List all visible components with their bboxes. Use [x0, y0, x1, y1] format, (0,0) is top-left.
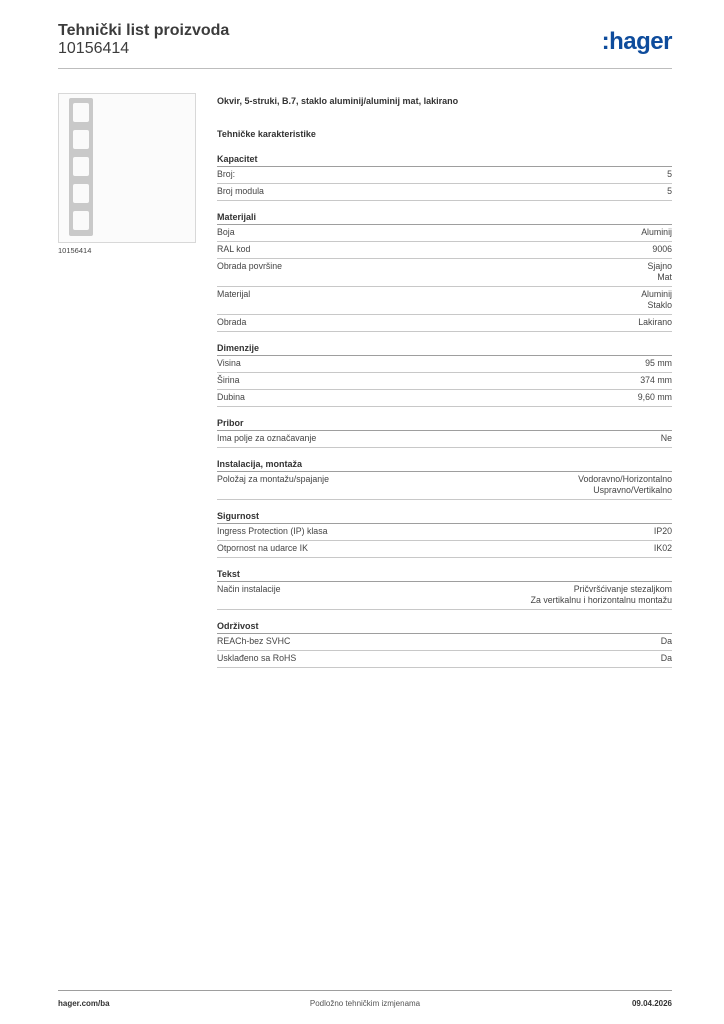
spec-value-line: Sjajno — [647, 261, 672, 271]
spec-label: Boja — [217, 227, 235, 237]
spec-label: Dubina — [217, 392, 245, 402]
section-title: Tekst — [217, 569, 672, 582]
spec-label: REACh-bez SVHC — [217, 636, 291, 646]
spec-value-line: Lakirano — [638, 317, 672, 327]
spec-value — [652, 244, 672, 255]
spec-value-line: Aluminij — [641, 289, 672, 299]
spec-row — [217, 431, 672, 448]
section-title: Kapacitet — [217, 154, 672, 167]
spec-label: Ima polje za označavanje — [217, 433, 317, 443]
image-caption-code: 10156414 — [58, 246, 92, 255]
spec-row — [217, 541, 672, 558]
spec-row — [217, 356, 672, 373]
section-title: Održivost — [217, 621, 672, 634]
section-title: Instalacija, montaža — [217, 459, 672, 472]
footer-website[interactable]: hager.com/ba — [58, 999, 110, 1008]
spec-section — [217, 212, 672, 332]
spec-value-line: Vodoravno/Horizontalno — [578, 474, 672, 484]
footer-date: 09.04.2026 — [631, 999, 672, 1008]
spec-value-line: Aluminij — [641, 227, 672, 237]
spec-value-line: Da — [660, 636, 672, 646]
spec-row — [217, 287, 672, 315]
spec-label: Ingress Protection (IP) klasa — [217, 526, 328, 536]
spec-value-line: 374 mm — [640, 375, 672, 385]
section-title: Dimenzije — [217, 343, 672, 356]
spec-value — [638, 392, 672, 403]
spec-value-line: Ne — [660, 433, 672, 443]
spec-row — [217, 225, 672, 242]
logo-text: hager — [609, 28, 672, 55]
spec-value-line: Staklo — [647, 300, 672, 310]
frame-slot — [73, 130, 89, 149]
spec-value — [645, 358, 672, 369]
spec-label: RAL kod — [217, 244, 251, 254]
spec-value — [667, 169, 672, 180]
spec-section — [217, 418, 672, 448]
spec-value-line: Pričvršćivanje stezaljkom — [573, 584, 672, 594]
spec-row — [217, 315, 672, 332]
spec-value-line: IK02 — [653, 543, 672, 553]
spec-value — [667, 186, 672, 197]
spec-label: Otpornost na udarce IK — [217, 543, 308, 553]
spec-value — [578, 474, 672, 496]
hager-logo — [602, 28, 672, 56]
spec-label: Način instalacije — [217, 584, 281, 594]
spec-value-line: 5 — [667, 186, 672, 196]
tech-characteristics-heading: Tehničke karakteristike — [217, 129, 316, 139]
spec-section — [217, 569, 672, 610]
section-title: Pribor — [217, 418, 672, 431]
spec-label: Širina — [217, 375, 240, 385]
document-title: Tehnički list proizvoda — [58, 22, 230, 39]
spec-value-line: Uspravno/Vertikalno — [593, 485, 672, 495]
spec-section — [217, 511, 672, 558]
frame-slot — [73, 184, 89, 203]
section-title: Materijali — [217, 212, 672, 225]
page-footer — [58, 990, 672, 1008]
logo-dot: : — [601, 28, 610, 55]
spec-label: Materijal — [217, 289, 251, 299]
spec-value-line: Za vertikalnu i horizontalnu montažu — [530, 595, 672, 605]
spec-value-line: 95 mm — [645, 358, 672, 368]
spec-value — [654, 543, 672, 554]
spec-value — [641, 227, 672, 238]
spec-value — [641, 289, 672, 311]
frame-slot — [73, 211, 89, 230]
spec-value — [638, 317, 672, 328]
spec-section — [217, 459, 672, 500]
spec-row — [217, 373, 672, 390]
spec-value — [648, 261, 672, 283]
spec-value-line: IP20 — [653, 526, 672, 536]
spec-label: Položaj za montažu/spajanje — [217, 474, 329, 484]
spec-label: Broj: — [217, 169, 236, 179]
spec-row — [217, 167, 672, 184]
spec-label: Visina — [217, 358, 241, 368]
spec-value-line: 9,60 mm — [637, 392, 672, 402]
product-description: Okvir, 5-struki, B.7, staklo aluminij/aluminij mat, lakirano — [217, 96, 459, 106]
spec-row — [217, 582, 672, 610]
spec-value-line: 5 — [667, 169, 672, 179]
frame-slot — [73, 103, 89, 122]
spec-section — [217, 154, 672, 201]
spec-value — [661, 636, 672, 647]
product-code: 10156414 — [58, 40, 130, 57]
spec-label: Obrada površine — [217, 261, 283, 271]
spec-label: Obrada — [217, 317, 247, 327]
page-header — [58, 20, 672, 69]
spec-value-line: Mat — [657, 272, 672, 282]
spec-section — [217, 621, 672, 668]
spec-label: Broj modula — [217, 186, 264, 196]
spec-value — [531, 584, 672, 606]
spec-row — [217, 184, 672, 201]
spec-value-line: 9006 — [652, 244, 672, 254]
frame-slot — [73, 157, 89, 176]
spec-value — [654, 526, 672, 537]
frame-illustration — [69, 98, 93, 236]
spec-row — [217, 390, 672, 407]
footer-note: Podložno tehničkim izmjenama — [309, 999, 421, 1008]
spec-row — [217, 242, 672, 259]
spec-sections — [217, 154, 672, 668]
spec-section — [217, 343, 672, 407]
section-title: Sigurnost — [217, 511, 672, 524]
spec-row — [217, 651, 672, 668]
spec-value — [640, 375, 672, 386]
product-image — [58, 93, 196, 243]
spec-value — [661, 653, 672, 664]
spec-row — [217, 634, 672, 651]
spec-label: Usklađeno sa RoHS — [217, 653, 297, 663]
spec-content — [217, 96, 672, 679]
spec-row — [217, 259, 672, 287]
spec-value — [661, 433, 672, 444]
spec-row — [217, 472, 672, 500]
spec-row — [217, 524, 672, 541]
spec-value-line: Da — [660, 653, 672, 663]
